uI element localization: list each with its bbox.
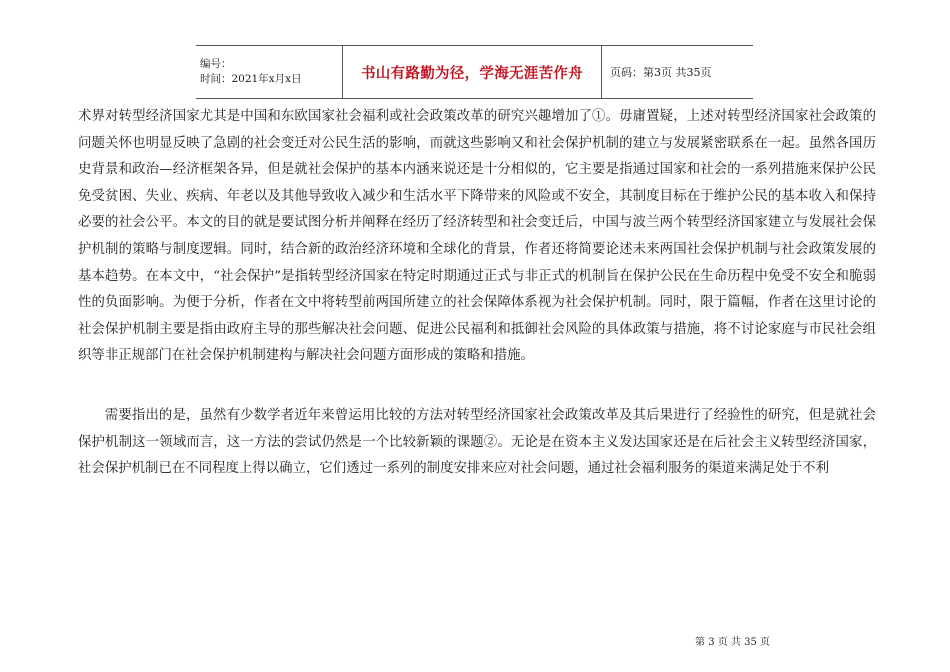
page-footer-number: 第 3 页 共 35 页	[695, 637, 770, 648]
document-number-label: 编号：	[200, 58, 232, 70]
header-meta-cell	[196, 46, 343, 99]
document-body	[78, 104, 876, 483]
body-paragraph-1: 术界对转型经济国家尤其是中国和东欧国家社会福利或社会政策改革的研究兴趣增加了①。毋庸置疑，上述对转型经济国家社会政策的问题关怀也明显反映了急剧的社会变迁对公民生活的影响，而就这些影响又和社会保护机制的建立与发展紧密联系在一起。虽然各国历史背景和政治—经济框架各异，但是就社会保护的基本内涵来说还是十分相似的，它主要是指通过国家和社会的一系列措施来保护公民免受贫困、失业、疾病、年老以及其他导致收入减少和生活水平下降带来的风险或不安全，其制度目标在于维护公民的基本收入和保持必要的社会公平。本文的目的就是要试图分析并阐释在经历了经济转型和社会变迁后，中国与波兰两个转型经济国家建立与发展社会保护机制的策略与制度逻辑。同时，结合新的政治经济环境和全球化的背景，作者还将简要论述未来两国社会保护机制与社会政策发展的基本趋势。在本文中，“社会保护”是指转型经济国家在特定时期通过正式与非正式的机制旨在保护公民在生命历程中免受不安全和脆弱性的负面影响。为便于分析，作者在文中将转型前两国所建立的社会保障体系视为社会保护机制。同时，限于篇幅，作者在这里讨论的社会保护机制主要是指由政府主导的那些解决社会问题、促进公民福利和抵御社会风险的具体政策与措施，将不讨论家庭与市民社会组织等非正规部门在社会保护机制建构与解决社会问题方面形成的策略和措施。	[78, 109, 876, 364]
document-header	[196, 45, 753, 99]
header-page-code: 页码：第3页 共35页	[602, 46, 754, 99]
header-motto: 书山有路勤为径，学海无涯苦作舟	[343, 46, 602, 99]
document-time-label: 时间：2021年x月x日	[200, 73, 302, 85]
body-paragraph-2: 需要指出的是，虽然有少数学者近年来曾运用比较的方法对转型经济国家社会政策改革及其后果进行了经验性的研究，但是就社会保护机制这一领域而言，这一方法的尝试仍然是一个比较新颖的课题②。无论是在资本主义发达国家还是在后社会主义转型经济国家，社会保护机制已在不同程度上得以确立，它们透过一系列的制度安排来应对社会问题，通过社会福利服务的渠道来满足处于不利	[78, 407, 876, 477]
paragraph-spacer	[78, 370, 876, 403]
